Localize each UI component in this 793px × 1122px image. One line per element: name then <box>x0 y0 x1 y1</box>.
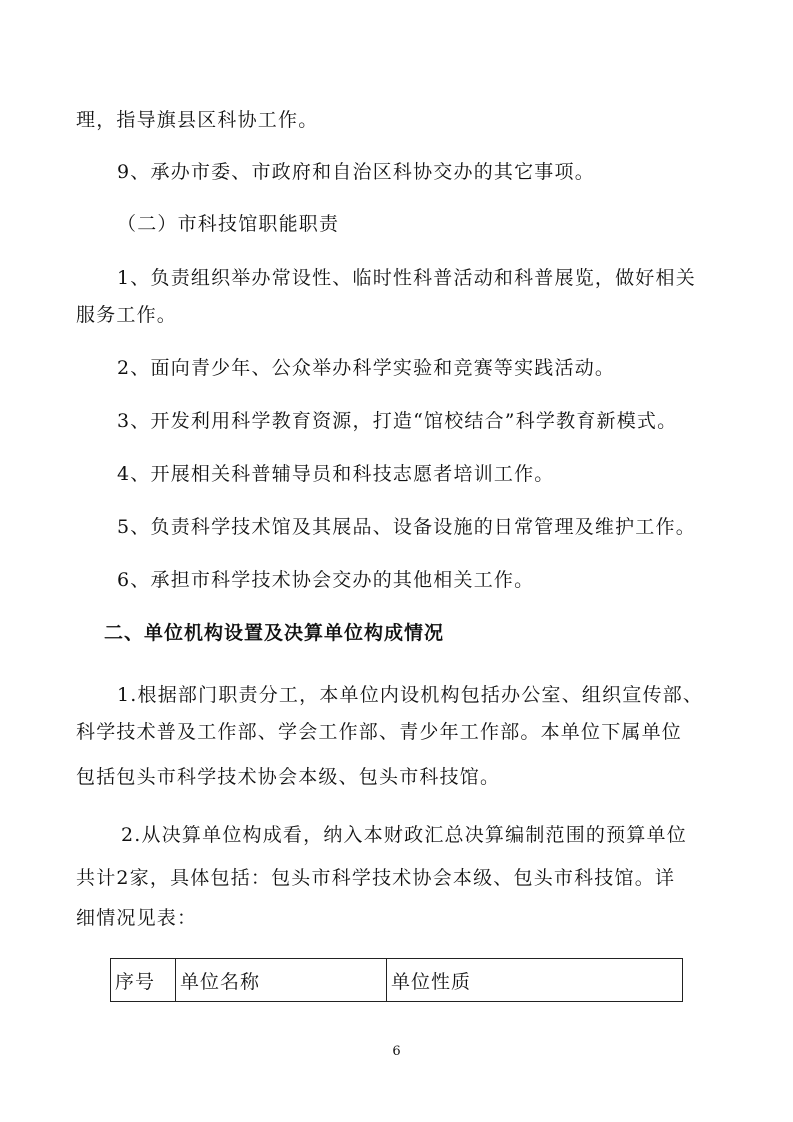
section-subheading-museum: （二）市科技馆职能职责 <box>117 213 340 235</box>
paragraph-line-7: 3、开发利用科学教育资源，打造“馆校结合”科学教育新模式。 <box>117 410 678 432</box>
paragraph-line-14: 包括包头市科学技术协会本级、包头市科技馆。 <box>76 766 501 788</box>
paragraph-line-10: 6、承担市科学技术协会交办的其他相关工作。 <box>117 569 535 591</box>
paragraph-line-12: 1.根据部门职责分工，本单位内设机构包括办公室、组织宣传部、 <box>117 684 704 706</box>
paragraph-line-17: 细情况见表： <box>76 907 198 929</box>
table-header-cell: 单位性质 <box>387 959 683 1002</box>
section-heading-2: 二、单位机构设置及决算单位构成情况 <box>104 622 445 644</box>
paragraph-line-2: 9、承办市委、市政府和自治区科协交办的其它事项。 <box>117 161 595 183</box>
paragraph-line-8: 4、开展相关科普辅导员和科技志愿者培训工作。 <box>117 463 555 485</box>
paragraph-line-5: 服务工作。 <box>76 304 178 326</box>
table-header-cell: 序号 <box>111 959 176 1002</box>
paragraph-line-6: 2、面向青少年、公众举办科学实验和竞赛等实践活动。 <box>117 357 616 379</box>
paragraph-line-16: 共计2家，具体包括：包头市科学技术协会本级、包头市科技馆。详 <box>76 867 676 889</box>
paragraph-line-1: 理，指导旗县区科协工作。 <box>76 109 319 131</box>
table-header-cell: 单位名称 <box>176 959 387 1002</box>
paragraph-line-4: 1、负责组织举办常设性、临时性科普活动和科普展览，做好相关 <box>117 267 696 289</box>
table-header-row <box>111 959 683 1002</box>
unit-table <box>110 958 683 1002</box>
page-number: 6 <box>392 1044 401 1059</box>
paragraph-line-9: 5、负责科学技术馆及其展品、设备设施的日常管理及维护工作。 <box>117 516 696 538</box>
paragraph-line-13: 科学技术普及工作部、学会工作部、青少年工作部。本单位下属单位 <box>76 721 683 743</box>
paragraph-line-15: 2.从决算单位构成看，纳入本财政汇总决算编制范围的预算单位 <box>121 824 687 846</box>
